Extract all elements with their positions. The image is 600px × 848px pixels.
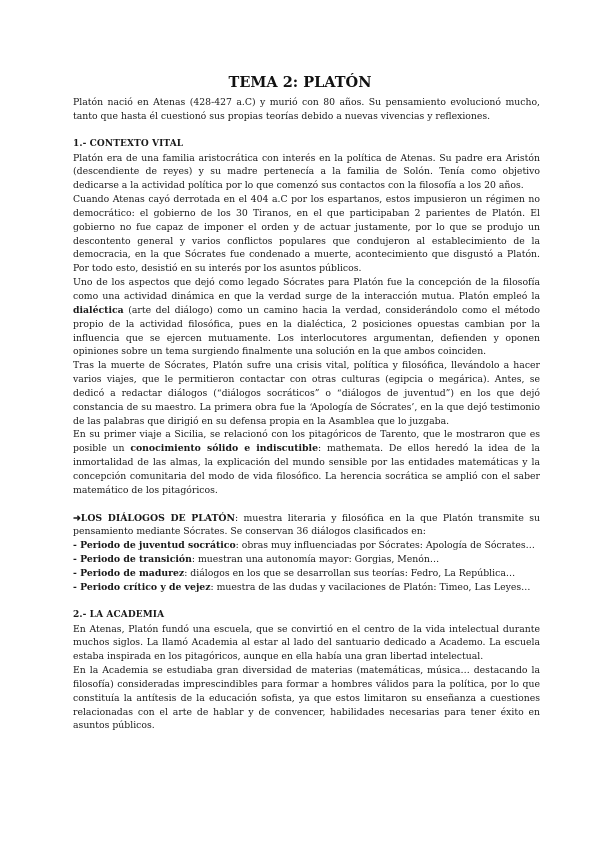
list-item [73,553,540,567]
list-item-label: - Periodo de transición [73,554,192,566]
list-item-text: : muestran una autonomía mayor: Gorgias, Menón… [191,554,440,566]
section-heading-academia: 2.- LA ACADEMIA [73,609,165,620]
list-item [73,539,540,553]
document-body [73,96,540,733]
text-run: En su primer viaje a Sicilia, se relacionó con los pitagóricos de Tarento, que le mostraron que es posible un [73,429,540,455]
paragraph-sicilia [73,428,540,497]
list-item-label: - Periodo crítico y de vejez [73,581,211,593]
list-item [73,567,540,581]
section-heading-contexto-vital: 1.- CONTEXTO VITAL [73,138,184,149]
list-item-text: : obras muy influenciadas por Sócrates: Apología de Sócrates… [235,540,535,552]
paragraph-familia: Platón era de una familia aristocrática con interés en la política de Atenas. Su padre era Aristón (descendiente de reyes) y su madre pertenecía a la familia de Solón. Tenía como objetivo dedicarse a la actividad política por lo que comenzó sus contactos con la filosofía a los 20 años. [73,152,540,192]
paragraph-atenas-derrotada: Cuando Atenas cayó derrotada en el 404 a.C por los espartanos, estos impusieron un régimen no democrático: el gobierno de los 30 Tiranos, en el que participaban 2 parientes de Platón. El gobierno no fue capaz de imponer el orden y de actuar justamente, por lo que se produjo un descontento general y varios conflictos populares que condujeron al establecimiento de la democracia, en la que Sócrates fue condenado a muerte, acontecimiento que disgustó a Platón. Por todo esto, desistió en su interés por los asuntos públicos. [73,194,540,275]
intro-paragraph: Platón nació en Atenas (428-427 a.C) y murió con 80 años. Su pensamiento evolucionó mucho, tanto que hasta él cuestionó sus propias teorías debido a nuevas vivencias y reflexiones. [73,97,540,122]
text-run: : mathemata. De ellos heredó la idea de la inmortalidad de las almas, la explicación del mundo sensible por las entidades matemáticas y la concepción comunitaria del modo de vida filosófico. La herencia socrática se amplió con el saber matemático de los pitagóricos. [73,443,540,496]
paragraph-muerte-socrates: Tras la muerte de Sócrates, Platón sufre una crisis vital, política y filosófica, llevándolo a hacer varios viajes, que le permitieron contactar con otras culturas (egipcia o megárica). Antes, se dedicó a redactar diálogos (“diálogos socráticos” o “diálogos de juventud”) en los que dejó constancia de su maestro. La primera obra fue la ‘Apología de Sócrates’, en la que dejó testimonio de las palabras que dirigió en su defensa propia en la Asamblea que lo juzgaba. [73,360,540,427]
bold-term-dialectica: dialéctica [73,304,124,316]
paragraph-academia-fundacion: En Atenas, Platón fundó una escuela, que se convirtió en el centro de la vida intelectual durante muchos siglos. La llamó Academia al estar al lado del santuario dedicado a Academo. La escuela estaba inspirada en los pitagóricos, aunque en ella había una gran libertad intelectual. [73,623,540,663]
paragraph-dialogos [73,512,540,540]
list-item-label: - Periodo de juventud socrático [73,540,236,552]
text-run: Uno de los aspectos que dejó como legado Sócrates para Platón fue la concepción de la filosofía como una actividad dinámica en que la verdad surge de la interacción mutua. Platón empleó la [73,277,540,302]
paragraph-dialectica [73,276,540,359]
list-item-text: : diálogos en los que se desarrollan sus teorías: Fedro, La República… [184,568,516,579]
text-run: (arte del diálogo) como un camino hacia la verdad, considerándolo como el método propio de la actividad filosófica, pues en la dialéctica, 2 posiciones opuestas cambian por la influencia que se ejercen mutuamente. Los interlocutores argumentan, defienden y oponen opiniones sobre un tema surgiendo finalmente una solución en la que ambos coinciden. [73,304,540,358]
bold-term-conocimiento: conocimiento sólido e indiscutible [130,443,318,455]
list-item-text: : muestra de las dudas y vacilaciones de Platón: Timeo, Las Leyes… [210,581,531,593]
dialogos-lead: ➜LOS DIÁLOGOS DE PLATÓN [73,512,236,524]
paragraph-academia-materias: En la Academia se estudiaba gran diversidad de materias (matemáticas, música… destacando la filosofía) consideradas imprescindibles para formar a hombres válidos para la política, por lo que constituía la antítesis de la educación sofista, ya que estos limitaron su enseñanza a cuestiones relacionadas con el arte de hablar y de convencer, habilidades necesarias para tener éxito en asuntos públicos. [73,665,540,732]
list-item [73,581,540,595]
page-title: TEMA 2: PLATÓN [228,74,372,91]
text-run: : muestra literaria y filosófica en la que Platón transmite su pensamiento mediante Sócrates. Se conservan 36 diálogos clasificados en: [73,512,541,538]
list-item-label: - Periodo de madurez [73,568,185,579]
